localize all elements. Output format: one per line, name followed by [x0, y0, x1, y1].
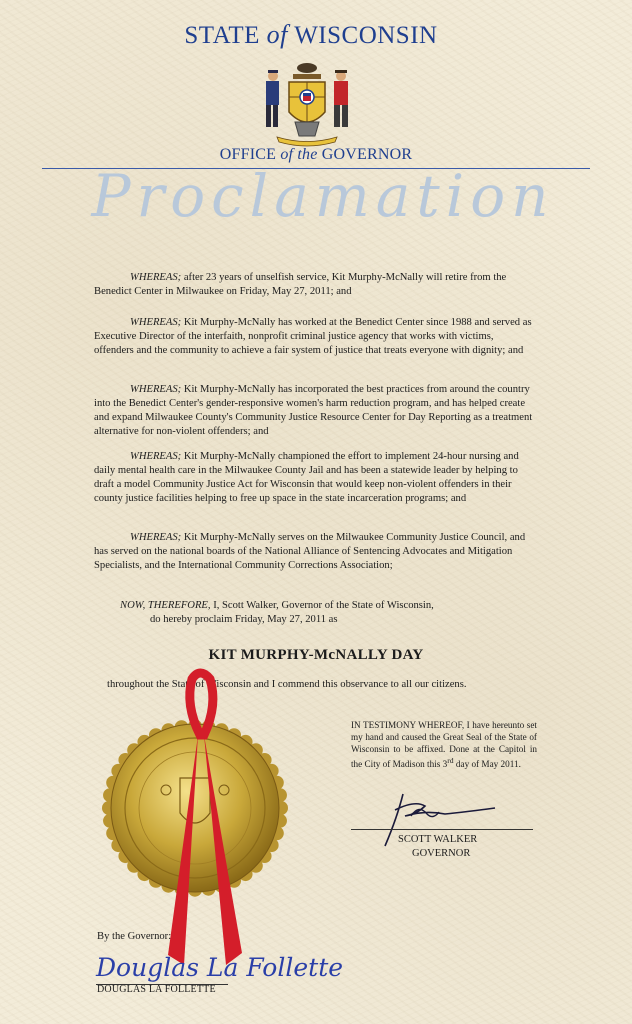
now-therefore-line1: I, Scott Walker, Governor of the State of Wisconsin,	[210, 600, 434, 611]
secretary-signature-text: Douglas La Follette	[96, 953, 344, 982]
whereas-text: Kit Murphy-McNally serves on the Milwaukee Community Justice Council, and has served on the national boards of the National Alliance of Sentencing Advocates and Mitigation Specialists, and the International Community Corrections Association;	[94, 532, 526, 571]
state-title	[0, 20, 622, 50]
office-title-of: of the	[280, 146, 318, 163]
governor-title: GOVERNOR	[412, 848, 471, 859]
whereas-paragraph	[94, 450, 534, 506]
whereas-paragraph	[94, 316, 534, 358]
seal-ribbon-icon	[130, 665, 270, 965]
whereas-text: Kit Murphy-McNally has worked at the Benedict Center since 1988 and served as Executive Director of the interfaith, nonprofit criminal justice agency that works with victims, offenders and the community to achieve a fair system of justice that treats everyone with dignity; and	[94, 317, 532, 356]
secretary-signature-icon	[92, 940, 344, 990]
whereas-lead: WHEREAS;	[130, 532, 182, 543]
whereas-lead: WHEREAS;	[130, 272, 182, 283]
now-therefore-paragraph	[120, 599, 540, 627]
commend-line: throughout the State of Wisconsin and I commend this observance to all our citizens.	[107, 679, 467, 690]
testimony-text: IN TESTIMONY WHEREOF, I have hereunto set my hand and caused the Great Seal of the State of Wisconsin to be affixed. Done at the Capitol in the City of Madison this 3	[351, 720, 537, 770]
whereas-lead: WHEREAS;	[130, 384, 182, 395]
coat-of-arms-icon	[257, 60, 357, 145]
whereas-paragraph	[94, 531, 534, 573]
proclamation-script-title: Proclamation	[91, 162, 555, 230]
governor-name: SCOTT WALKER	[398, 834, 478, 845]
testimony-ordinal: rd	[447, 756, 454, 765]
by-the-governor-label: By the Governor:	[97, 931, 172, 942]
state-title-part: WISCONSIN	[287, 22, 438, 49]
office-title-part: GOVERNOR	[317, 146, 413, 163]
now-therefore-line2: do hereby proclaim Friday, May 27, 2011 as	[150, 614, 338, 625]
testimony-block	[351, 719, 537, 770]
whereas-text: after 23 years of unselfish service, Kit Murphy-McNally will retire from the Benedict Center in Milwaukee on Friday, May 27, 2011; and	[94, 272, 507, 297]
state-title-part: STATE	[184, 22, 267, 49]
whereas-text: Kit Murphy-McNally championed the effort to implement 24-hour nursing and daily mental health care in the Milwaukee County Jail and has been a statewide leader by helping to draft a model Community Justice Act for Wisconsin that would keep non-violent offenders in their county justice facilities helping to free up space in the state incarceration programs; and	[94, 451, 519, 504]
secretary-name: DOUGLAS LA FOLLETTE	[97, 984, 216, 995]
office-title-part: OFFICE	[219, 146, 281, 163]
proclaimed-day-title: KIT MURPHY-McNALLY DAY	[208, 647, 424, 663]
whereas-paragraph	[94, 271, 534, 299]
state-title-of: of	[266, 20, 288, 49]
testimony-text-end: day of May 2011.	[453, 759, 521, 770]
now-therefore-lead: NOW, THEREFORE,	[120, 600, 211, 611]
whereas-lead: WHEREAS;	[130, 451, 182, 462]
whereas-lead: WHEREAS;	[130, 317, 182, 328]
whereas-text: Kit Murphy-McNally has incorporated the best practices from around the country into the Benedict Center's gender-responsive women's harm reduction program, and has helped create and expand Milwaukee County's Community Justice Resource Center for Day Reporting as a treatment alternative for non-violent offenders; and	[94, 384, 533, 437]
governor-signature-line	[351, 829, 533, 830]
whereas-paragraph	[94, 383, 534, 439]
